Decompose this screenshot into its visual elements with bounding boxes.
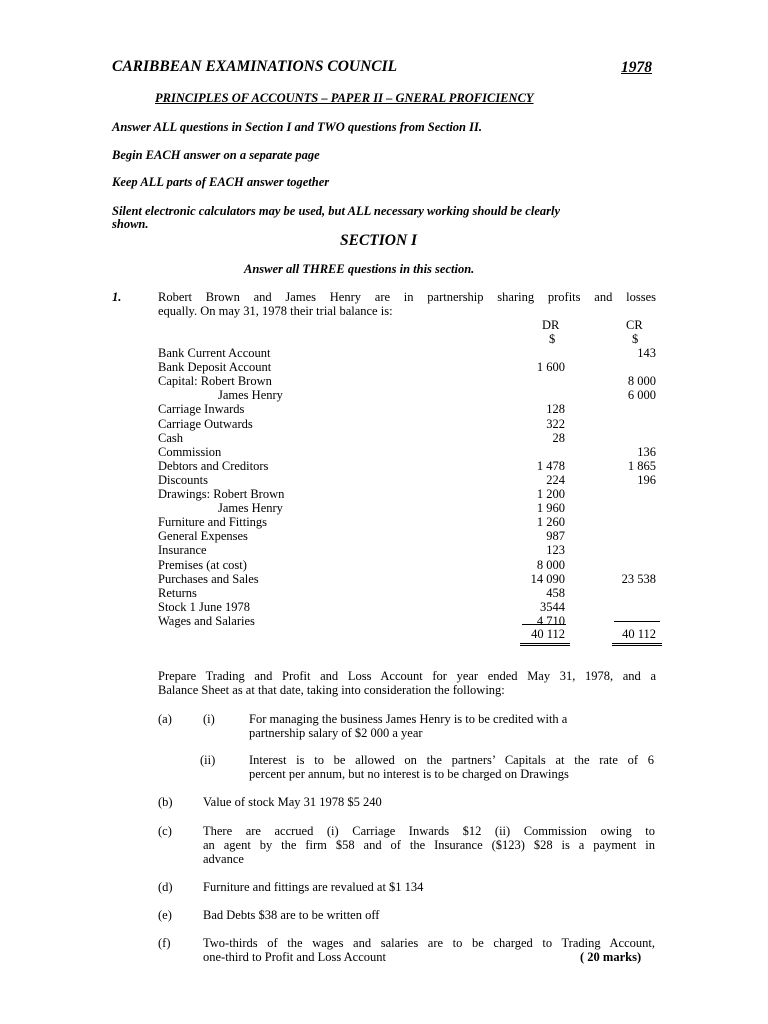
item-d-label: (d) xyxy=(158,880,173,894)
tb-row-label: Stock 1 June 1978 xyxy=(158,600,251,614)
prepare-line2: Balance Sheet as at that date, taking into consideration the following: xyxy=(158,683,505,697)
tb-row-dr: 3544 xyxy=(540,600,565,614)
tb-row-cr: 143 xyxy=(637,346,656,360)
instruction-answer-all: Answer ALL questions in Section I and TWO questions from Section II. xyxy=(112,120,482,134)
item-b-text: Value of stock May 31 1978 $5 240 xyxy=(203,795,382,809)
total-dr: 40 112 xyxy=(531,627,565,641)
tb-row-dr: 1 478 xyxy=(536,459,565,473)
section-instruction: Answer all THREE questions in this section. xyxy=(244,262,475,276)
tb-row-cr: 23 538 xyxy=(621,572,656,586)
tb-row-label: Bank Deposit Account xyxy=(158,360,272,374)
tb-row-label: Returns xyxy=(158,586,197,600)
cr-total-rule xyxy=(612,643,662,646)
instruction-keep-together: Keep ALL parts of EACH answer together xyxy=(112,175,330,189)
tb-row-label: Carriage Outwards xyxy=(158,417,253,431)
item-f-line1: Two-thirds of the wages and salaries are to be charged to Trading Account, xyxy=(203,936,655,950)
item-a-ii-label: (ii) xyxy=(200,753,216,767)
marks-close: ) xyxy=(636,950,642,964)
tb-row-dr: 1 200 xyxy=(536,487,565,501)
marks-open: ( xyxy=(580,950,588,964)
item-c-label: (c) xyxy=(158,824,172,838)
section-title: SECTION I xyxy=(340,232,418,249)
instruction-calculators: Silent electronic calculators may be used, but ALL necessary working should be clearly xyxy=(112,204,561,218)
item-a-ii-line2: percent per annum, but no interest is to be charged on Drawings xyxy=(249,767,569,781)
cr-header: CR xyxy=(626,318,643,332)
dr-currency: $ xyxy=(549,332,556,346)
item-d-text: Furniture and fittings are revalued at $1 134 xyxy=(203,880,424,894)
item-a-i-line1: For managing the business James Henry is to be credited with a xyxy=(249,712,568,726)
tb-row-label: Insurance xyxy=(158,543,207,557)
tb-row-label: Bank Current Account xyxy=(158,346,271,360)
tb-row-dr: 123 xyxy=(546,543,565,557)
tb-row-dr: 224 xyxy=(546,473,565,487)
tb-row-cr: 196 xyxy=(637,473,656,487)
tb-row-cr: 8 000 xyxy=(627,374,656,388)
item-f-label: (f) xyxy=(158,936,171,950)
item-e-label: (e) xyxy=(158,908,172,922)
tb-row-cr: 6 000 xyxy=(627,388,656,402)
item-c-line2: an agent by the firm $58 and of the Insurance ($123) $28 is a payment in xyxy=(203,838,655,852)
tb-row-dr: 28 xyxy=(552,431,565,445)
tb-row-dr: 458 xyxy=(546,586,565,600)
question-intro-line1: Robert Brown and James Henry are in partnership sharing profits and losses xyxy=(158,290,656,304)
dr-header: DR xyxy=(542,318,560,332)
dr-subtotal-rule xyxy=(522,624,566,625)
marks-value: 20 marks xyxy=(587,950,637,964)
item-b-label: (b) xyxy=(158,795,173,809)
tb-row-label: Furniture and Fittings xyxy=(158,515,268,529)
item-e-text: Bad Debts $38 are to be written off xyxy=(203,908,380,922)
tb-row-dr: 8 000 xyxy=(536,558,565,572)
tb-row-dr: 14 090 xyxy=(530,572,565,586)
tb-row-label: James Henry xyxy=(218,388,283,402)
cr-subtotal-rule xyxy=(614,621,660,622)
tb-row-label: Carriage Inwards xyxy=(158,402,245,416)
tb-row-label: General Expenses xyxy=(158,529,248,543)
item-a-label: (a) xyxy=(158,712,172,726)
exam-year: 1978 xyxy=(621,59,652,76)
total-cr: 40 112 xyxy=(622,627,656,641)
tb-row-label: James Henry xyxy=(218,501,283,515)
tb-row-dr: 1 260 xyxy=(536,515,565,529)
tb-row-dr: 1 960 xyxy=(536,501,565,515)
tb-row-label: Drawings: Robert Brown xyxy=(158,487,285,501)
item-c-line1: There are accrued (i) Carriage Inwards $12 (ii) Commission owing to xyxy=(203,824,655,838)
tb-row-label: Purchases and Sales xyxy=(158,572,259,586)
tb-row-dr: 987 xyxy=(546,529,565,543)
marks-allocation xyxy=(580,950,641,964)
paper-title: PRINCIPLES OF ACCOUNTS – PAPER II – GNERAL PROFICIENCY xyxy=(155,91,534,105)
item-a-i-line2: partnership salary of $2 000 a year xyxy=(249,726,423,740)
instruction-calculators-cont: shown. xyxy=(112,217,149,231)
tb-row-label: Capital: Robert Brown xyxy=(158,374,272,388)
tb-row-label: Debtors and Creditors xyxy=(158,459,269,473)
council-title: CARIBBEAN EXAMINATIONS COUNCIL xyxy=(112,58,398,75)
item-c-line3: advance xyxy=(203,852,244,866)
tb-row-dr: 1 600 xyxy=(536,360,565,374)
item-f-line2: one-third to Profit and Loss Account xyxy=(203,950,386,964)
instruction-separate-page: Begin EACH answer on a separate page xyxy=(112,148,320,162)
tb-row-label: Commission xyxy=(158,445,222,459)
tb-row-dr: 128 xyxy=(546,402,565,416)
tb-row-label: Discounts xyxy=(158,473,208,487)
tb-row-dr: 4 710 xyxy=(536,614,565,628)
tb-row-label: Premises (at cost) xyxy=(158,558,247,572)
item-a-ii-line1: Interest is to be allowed on the partners’ Capitals at the rate of 6 xyxy=(249,753,654,767)
tb-row-cr: 136 xyxy=(637,445,656,459)
tb-row-label: Cash xyxy=(158,431,183,445)
prepare-line1: Prepare Trading and Profit and Loss Account for year ended May 31, 1978, and a xyxy=(158,669,656,683)
tb-row-label: Wages and Salaries xyxy=(158,614,255,628)
tb-row-dr: 322 xyxy=(546,417,565,431)
dr-total-rule xyxy=(520,643,570,646)
item-a-i-label: (i) xyxy=(203,712,215,726)
question-number: 1. xyxy=(112,290,122,304)
tb-row-cr: 1 865 xyxy=(627,459,656,473)
question-intro-line2: equally. On may 31, 1978 their trial balance is: xyxy=(158,304,393,318)
cr-currency: $ xyxy=(632,332,639,346)
